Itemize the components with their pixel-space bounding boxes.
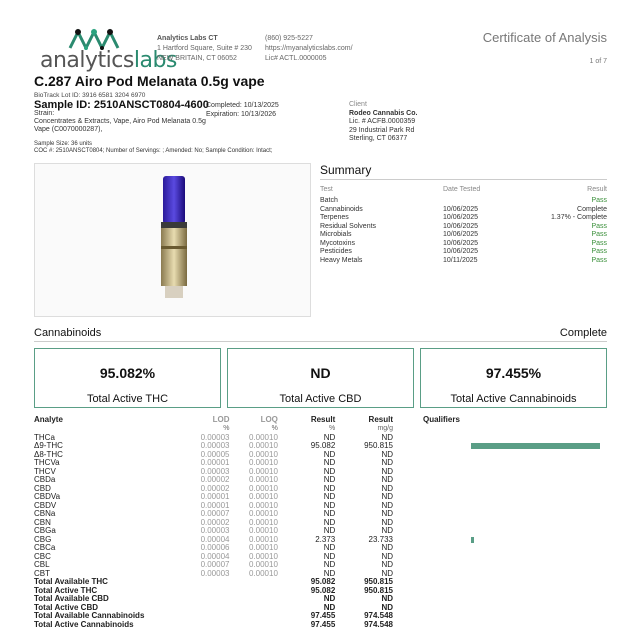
analyte-lod: 0.00002 [200,517,230,527]
sample-meta [34,141,272,155]
table-row [34,493,607,502]
summary-date [443,197,532,206]
lab-info [157,34,252,64]
analyte-qualifier-bar-cell [393,476,607,485]
summary-col-test: Test [320,186,333,193]
total-cbd-box [227,348,414,408]
lab-address-1: 1 Hartford Square, Suite # 230 [157,45,252,52]
total-result-pct: ND [323,594,336,603]
col-result-pct: Result [310,415,336,425]
total-result-pct: 95.082 [310,577,336,586]
summary-test: Microbials [320,231,352,238]
analyte-loq: 0.00010 [248,500,278,510]
analyte-qualifier-bar-cell [393,451,607,460]
total-row [34,587,607,596]
summary-row [320,206,607,215]
total-result-mg: 974.548 [364,611,393,620]
analyte-name: CBDV [34,500,57,510]
analyte-loq: 0.00010 [248,568,278,578]
analyte-loq: 0.00010 [248,551,278,561]
table-row [34,451,607,460]
analyte-result-pct: ND [323,432,336,442]
summary-test: Terpenes [320,214,349,221]
analyte-result-pct: ND [323,466,336,476]
analyte-qualifier-bar-cell [393,561,607,570]
product-photo [34,163,311,317]
analyte-lod: 0.00003 [200,432,230,442]
total-result-pct: 97.455 [310,619,336,629]
lab-license: Lic# ACTL.0000005 [265,55,327,62]
total-result-mg: ND [381,602,393,612]
analyte-qualifier-bar-cell [393,442,607,451]
analyte-name: CBDa [34,475,56,484]
total-name: Total Available CBD [34,594,109,603]
analyte-loq: 0.00010 [248,466,278,476]
cannabinoid-table [34,416,607,629]
summary-date: 10/06/2025 [443,214,479,221]
analyte-name: CBD [34,483,51,493]
analyte-lod: 0.00007 [200,509,230,518]
table-row [34,502,607,511]
analyte-qualifier-bar-cell [393,527,607,536]
coc-info: COC #: 2510ANSCT0804; Number of Servings: ; Amended: No; Sample Condition: Intact; [34,148,273,154]
summary-result: Pass [591,248,607,255]
analyte-loq: 0.00010 [248,432,278,442]
analyte-result-mg: ND [381,458,393,467]
total-cbd-value: ND [310,365,331,381]
analyte-result-pct: 95.082 [310,441,336,450]
analyte-qualifier-bar-cell [393,544,607,553]
analyte-loq: 0.00010 [248,449,278,459]
analyte-name: CBDVa [34,492,61,501]
table-row [34,485,607,494]
analyte-name: CBGa [34,526,56,535]
total-row [34,595,607,604]
result-bar [471,537,474,543]
summary-row [320,240,607,249]
unit-lod: % [223,425,230,432]
analyte-qualifier-bar-cell [393,519,607,528]
analyte-qualifier-bar-cell [393,510,607,519]
total-result-mg: ND [381,594,393,603]
lab-logo [40,28,177,73]
analyte-loq: 0.00010 [248,526,278,535]
col-loq: LOQ [260,415,278,425]
summary-test: Cannabinoids [320,205,363,213]
analyte-loq: 0.00010 [248,534,278,544]
cannabinoids-header [34,327,607,342]
total-result-mg: 974.548 [364,619,393,629]
total-thc-value: 95.082% [99,365,156,381]
analyte-result-pct: ND [323,449,336,459]
client-address-2: Sterling, CT 06377 [349,135,408,142]
summary-test: Pesticides [320,248,352,255]
client-info [349,101,417,144]
strain-info [34,110,209,134]
client-address-1: 29 Industrial Park Rd [349,126,415,134]
analyte-result-mg: 23.733 [368,534,393,544]
units-row [34,425,607,434]
analyte-lod: 0.00007 [200,560,230,569]
summary-row [320,248,607,257]
analyte-result-mg: ND [381,517,393,527]
table-row [34,442,607,451]
analyte-result-mg: ND [381,475,393,484]
client-label: Client [349,101,367,108]
product-title: C.287 Airo Pod Melanata 0.5g vape [34,73,265,89]
summary-date: 10/06/2025 [443,222,479,230]
strain-label: Strain: [34,110,55,117]
total-row [34,621,607,630]
analyte-lod: 0.00001 [200,492,230,501]
col-analyte: Analyte [34,415,63,425]
lab-website[interactable]: https://myanalyticslabs.com/ [265,45,353,52]
total-name: Total Active Cannabinoids [34,619,134,629]
total-thc-box [34,348,221,408]
total-cbd-label: Total Active CBD [279,393,362,405]
analyte-name: CBL [34,560,50,569]
analyte-qualifier-bar-cell [393,459,607,468]
analyte-lod: 0.00002 [200,475,230,484]
analyte-name: CBC [34,551,51,561]
analyte-loq: 0.00010 [248,543,278,552]
analyte-qualifier-bar-cell [393,536,607,545]
analyte-result-mg: ND [381,551,393,561]
analyte-lod: 0.00003 [200,466,230,476]
cannabinoids-status: Complete [559,327,607,339]
analyte-result-pct: ND [323,458,336,467]
cannabinoid-totals [34,348,607,408]
page-number: 1 of 7 [589,58,607,65]
analyte-result-pct: ND [323,475,336,484]
cannabinoids-title: Cannabinoids [34,327,102,339]
total-result-mg: 950.815 [364,585,393,595]
table-row [34,510,607,519]
table-row [34,468,607,477]
total-name: Total Available THC [34,577,108,586]
analyte-result-pct: ND [323,500,336,510]
total-result-pct: ND [323,602,336,612]
summary-date: 10/06/2025 [443,231,479,238]
summary-test: Mycotoxins [320,239,356,247]
analyte-lod: 0.00002 [200,483,230,493]
analyte-lod: 0.00001 [200,500,230,510]
analyte-name: CBNa [34,509,56,518]
analyte-name: Δ8-THC [34,449,63,459]
analyte-result-pct: ND [323,492,336,501]
analyte-result-pct: ND [323,551,336,561]
summary-result: Pass [591,256,607,264]
total-name: Total Active THC [34,585,98,595]
analyte-name: Δ9-THC [34,441,63,450]
summary-title: Summary [320,163,607,180]
analyte-result-mg: ND [381,543,393,552]
total-thc-label: Total Active THC [86,393,169,405]
unit-result-mg: mg/g [377,425,393,432]
analyte-name: CBCa [34,543,56,552]
summary-result: Complete [577,205,607,213]
analyte-result-mg: ND [381,483,393,493]
client-license: Lic. # ACFB.0000359 [349,118,416,125]
col-result-mg: Result [368,415,393,425]
analyte-result-mg: 950.815 [364,441,393,450]
analyte-loq: 0.00010 [248,517,278,527]
total-cannabinoids-label: Total Active Cannabinoids [450,393,577,405]
analyte-lod: 0.00005 [200,449,230,459]
analyte-name: CBT [34,568,50,578]
sample-size: Sample Size: 36 units [34,141,93,147]
analyte-name: CBG [34,534,52,544]
analyte-result-pct: ND [323,568,336,578]
analyte-loq: 0.00010 [248,475,278,484]
biotrack-lot-id: BioTrack Lot ID: 3916 6581 3204 6970 [34,92,146,99]
analyte-qualifier-bar-cell [393,502,607,511]
summary-test: Batch [320,197,338,204]
analyte-loq: 0.00010 [248,458,278,467]
analyte-lod: 0.00003 [200,526,230,535]
result-bar [471,443,600,449]
analyte-loq: 0.00010 [248,441,278,450]
total-result-pct: 97.455 [310,611,336,620]
total-cannabinoids-value: 97.455% [485,365,542,381]
logo-text-labs: labs [133,48,177,73]
table-row [34,561,607,570]
analyte-result-mg: ND [381,500,393,510]
total-name: Total Available Cannabinoids [34,611,145,620]
summary-col-date: Date Tested [443,186,481,193]
summary-row [320,223,607,232]
analyte-lod: 0.00003 [200,568,230,578]
analyte-name: THCV [34,466,56,476]
summary-result: Pass [591,222,607,230]
completed-date: Completed: 10/13/2025 [206,102,279,109]
analyte-result-mg: ND [381,432,393,442]
summary-date: 10/11/2025 [443,256,478,264]
analyte-loq: 0.00010 [248,560,278,569]
analyte-lod: 0.00004 [200,534,230,544]
analyte-result-mg: ND [381,568,393,578]
table-header [34,416,607,425]
summary-header [320,186,607,193]
table-row [34,553,607,562]
sample-dates [206,101,279,119]
lab-phone: (860) 925-5227 [265,35,313,42]
analyte-result-pct: ND [323,483,336,493]
summary-row [320,257,607,266]
analyte-result-mg: ND [381,526,393,535]
total-cannabinoids-box [420,348,607,408]
table-row [34,536,607,545]
analyte-qualifier-bar-cell [393,468,607,477]
analyte-name: THCa [34,432,55,442]
analyte-lod: 0.00006 [200,543,230,552]
table-row [34,544,607,553]
analyte-result-mg: ND [381,560,393,569]
analyte-qualifier-bar-cell [393,485,607,494]
analyte-qualifier-bar-cell [393,434,607,443]
analyte-lod: 0.00001 [200,458,230,467]
summary-result: Pass [591,239,607,247]
summary-test: Heavy Metals [320,256,363,264]
summary-test: Residual Solvents [320,222,377,230]
total-name: Total Active CBD [34,602,99,612]
analyte-lod: 0.00003 [200,441,230,450]
summary-result: 1.37% - Complete [550,214,607,221]
total-result-pct: 95.082 [310,585,336,595]
summary-row [320,231,607,240]
unit-loq: % [271,425,278,432]
summary-row [320,214,607,223]
analyte-loq: 0.00010 [248,509,278,518]
lab-name: Analytics Labs CT [157,35,218,42]
table-row [34,519,607,528]
analyte-result-pct: ND [323,517,336,527]
summary-col-result: Result [587,186,607,193]
summary-result: Pass [591,197,607,204]
client-name: Rodeo Cannabis Co. [349,109,418,117]
lab-contact [265,34,353,64]
analyte-qualifier-bar-cell [393,570,607,579]
analyte-result-mg: ND [381,449,393,459]
analyte-name: THCVa [34,458,60,467]
col-qualifiers: Qualifiers [423,415,460,425]
summary-result: Pass [591,231,607,238]
analyte-result-pct: 2.373 [315,534,336,544]
summary-date: 10/06/2025 [443,248,479,255]
lab-address-2: NEW BRITAIN, CT 06052 [157,55,237,62]
analyte-qualifier-bar-cell [393,553,607,562]
strain-description: Concentrates & Extracts, Vape, Airo Pod Melanata 0.5g Vape (C0070000287), [34,118,206,133]
col-lod: LOD [212,415,230,425]
logo-text-analytics: analytics [40,48,134,73]
analyte-qualifier-bar-cell [393,493,607,502]
analyte-result-mg: ND [381,492,393,501]
table-row [34,476,607,485]
document-title: Certificate of Analysis [482,30,607,45]
analyte-result-pct: ND [323,543,336,552]
analyte-loq: 0.00010 [248,483,278,493]
expiration-date: Expiration: 10/13/2026 [206,111,277,118]
analyte-name: CBN [34,517,51,527]
table-row [34,459,607,468]
analyte-loq: 0.00010 [248,492,278,501]
analyte-result-pct: ND [323,509,336,518]
analyte-result-mg: ND [381,466,393,476]
summary-date: 10/06/2025 [443,205,479,213]
summary-row [320,197,607,206]
vape-pod-image [35,164,312,318]
summary-panel [320,163,607,265]
analyte-result-pct: ND [323,560,336,569]
analyte-lod: 0.00004 [200,551,230,561]
analyte-result-pct: ND [323,526,336,535]
summary-date: 10/06/2025 [443,239,479,247]
unit-result-pct: % [329,425,336,432]
analyte-result-mg: ND [381,509,393,518]
total-result-mg: 950.815 [364,577,393,586]
sample-id: Sample ID: 2510ANSCT0804-4600 [34,99,209,111]
molecule-logo-icon [68,28,120,50]
